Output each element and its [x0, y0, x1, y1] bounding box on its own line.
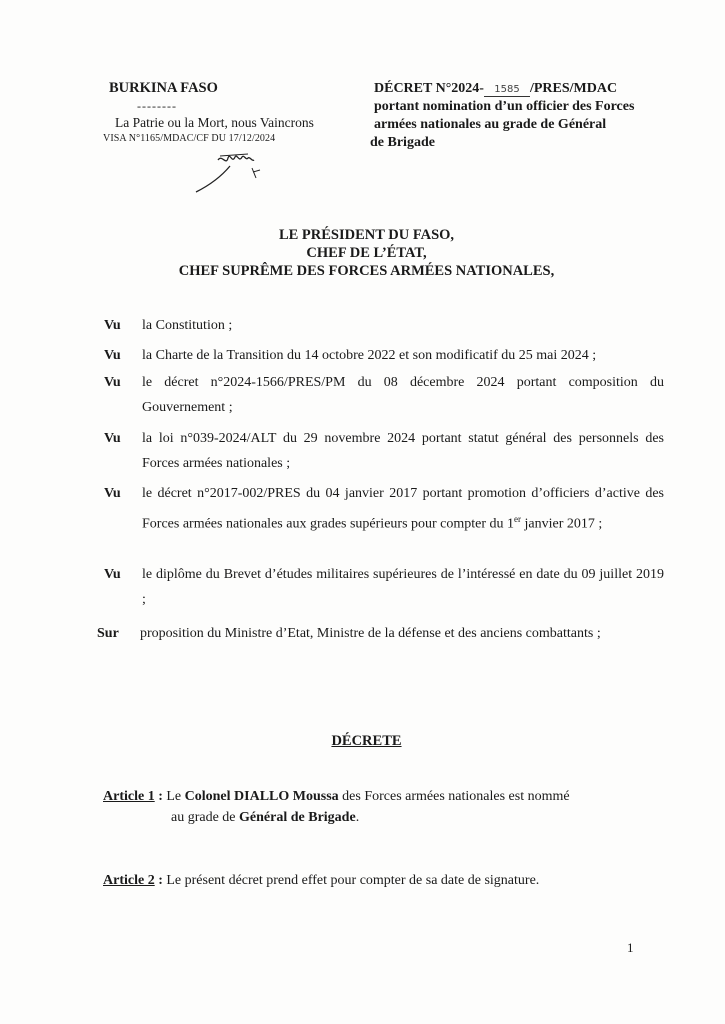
visa-reference: VISA N°1165/MDAC/CF DU 17/12/2024	[103, 133, 276, 144]
decree-subject-line3: de Brigade	[370, 135, 435, 150]
consideration-key: Vu	[104, 567, 121, 582]
consideration-text-part: janvier 2017 ;	[521, 516, 603, 532]
consideration-item	[104, 427, 664, 476]
article-colon: :	[154, 789, 167, 804]
header-left	[103, 80, 353, 144]
article-text: .	[355, 810, 360, 825]
consideration-key: Vu	[104, 431, 121, 446]
article-line	[171, 807, 623, 828]
article-colon: :	[154, 873, 167, 888]
national-motto: La Patrie ou la Mort, nous Vaincrons	[115, 115, 314, 130]
consideration-key: Vu	[104, 318, 121, 333]
separator: --------	[137, 99, 177, 113]
decree-subject-line2: armées nationales au grade de Général	[374, 117, 607, 132]
consideration-text	[142, 482, 664, 537]
president-line2: CHEF DE L’ÉTAT,	[306, 245, 427, 261]
article-text: des Forces armées nationales est nommé	[338, 789, 570, 804]
article-bold-text: Général de Brigade	[239, 810, 356, 825]
consideration-item	[104, 482, 664, 537]
country-name: BURKINA FASO	[109, 80, 218, 96]
decree-number-line	[374, 80, 674, 98]
article-bold-text: Colonel DIALLO Moussa	[184, 789, 339, 804]
decrete-heading	[0, 733, 725, 750]
article-line	[103, 786, 623, 807]
president-line3: CHEF SUPRÊME DES FORCES ARMÉES NATIONALES,	[178, 263, 555, 279]
article-2	[103, 870, 623, 891]
consideration-text: la Constitution ;	[142, 318, 233, 333]
consideration-item	[104, 344, 664, 369]
decree-suffix: /PRES/MDAC	[529, 81, 618, 96]
consideration-text-part: le décret n°2017-002/PRES du 04 janvier 2017 portant promotion d’officiers d’active des Forces armées nationales aux grades supérieurs pour compter du 1	[142, 486, 664, 532]
consideration-item	[104, 563, 664, 612]
consideration-key: Vu	[104, 348, 121, 363]
consideration-item	[104, 371, 664, 420]
consideration-text: la loi n°039-2024/ALT du 29 novembre 2024 portant statut général des personnels des Forces armées nationales ;	[142, 431, 664, 471]
consideration-text: le décret n°2024-1566/PRES/PM du 08 décembre 2024 portant composition du Gouvernement ;	[142, 375, 664, 415]
superscript: er	[514, 513, 522, 524]
article-label: Article 1	[103, 789, 155, 804]
consideration-key: Sur	[97, 626, 119, 641]
decree-prefix: DÉCRET N°2024-	[374, 81, 484, 96]
article-text: Le	[166, 789, 185, 804]
article-1	[103, 786, 623, 828]
consideration-key: Vu	[104, 375, 121, 390]
article-text: au grade de	[171, 810, 240, 825]
decree-subject-line1: portant nomination d’un officier des Forces	[374, 99, 635, 114]
consideration-item	[104, 314, 664, 339]
article-label: Article 2	[103, 873, 155, 888]
consideration-text: le diplôme du Brevet d’études militaires supérieures de l’intéressé en date du 09 juillet 2019 ;	[142, 567, 664, 607]
decrete-label: DÉCRETE	[331, 733, 402, 749]
consideration-key: Vu	[104, 486, 121, 501]
president-title	[0, 226, 725, 280]
consideration-text: proposition du Ministre d’Etat, Ministre de la défense et des anciens combattants ;	[140, 626, 601, 641]
page-number: 1	[627, 940, 634, 955]
decree-number: 1585	[484, 84, 530, 97]
header-right	[370, 80, 674, 152]
consideration-text: la Charte de la Transition du 14 octobre 2022 et son modificatif du 25 mai 2024 ;	[142, 348, 597, 363]
president-line1: LE PRÉSIDENT DU FASO,	[278, 227, 455, 243]
consideration-item	[97, 622, 664, 647]
article-text: Le présent décret prend effet pour compter de sa date de signature.	[166, 873, 540, 888]
visa-signature	[190, 148, 270, 198]
